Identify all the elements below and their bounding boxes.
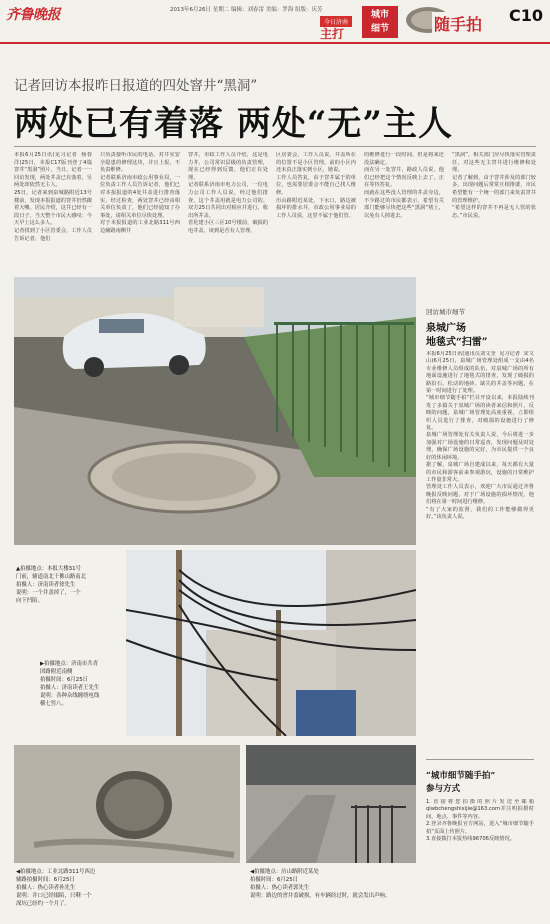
sidebar-body: 本报6月25日讯(通讯员刘文奎 见习记者 宋文山)6月25日，泉城广场管理处组成一支由4名专业维修人员组成的队伍，对泉城广场的所有地面设施进行了地毯式的排查，发现了破损的路沿石、松动的地砖、缺失的井盖等问题，在第一时间进行了处理。 “城市细节随手拍”栏目开设以来，本报陆续刊发了多篇关于泉城广场的读者来信和照片，反映的问题，泉城广场管理处高度重视，立即组织人员进行了排查，对破损的设施进行了修复。 泉城广场管理处有关负责人说，今后将进一步加强对广场设施的日常巡查，发现问题及时处理，确保广场设施的完好，为市民提供一个良好的休闲环境。 据了解，泉城广场自建成以来，每天都有大量的市民和游客前来参观游玩，设施的日常维护工作量非常大。 管理处工作人员表示，欢迎广大市民通过齐鲁晚报反映问题，对于广场设施的损坏情况，他们将在第一时间进行维修。 “有了大家的监督，我们的工作能够做得更好。”该负责人说。 xyxy=(426,351,534,520)
sidebar xyxy=(424,277,536,917)
photo-underpass xyxy=(246,745,416,863)
masthead xyxy=(0,0,550,42)
photo-4-caption: ◀拍摄地点：工业北路311号西边 辅路拍摄时间：6月25日 拍摄人：热心读者孙先生 说明：井口已经塌陷，只剩一个 深坑已经约一个月了。 xyxy=(16,869,96,907)
photo-underpass-image xyxy=(246,745,416,863)
article-headline: 两处已有着落 两处“无”主人 xyxy=(14,104,453,144)
article-column-6: “黑洞”，相关部门应尽快落实管理责任，对这些无主窨井进行维修和处理。 记者了解到，由于窨井涉及的部门较多，出现问题后常常互相推诿，市民希望能有一个统一的部门来负责窨井的管理维护。 “希望这样的窨井不再是无人管的状态。”市民说。 xyxy=(452,152,536,219)
brand-small-1: 城市 xyxy=(370,10,389,20)
brand-small-2: 细节 xyxy=(370,24,389,34)
sidebar-kicker: 回访城市细节 xyxy=(426,308,465,316)
promo-title-2: 参与方式 xyxy=(426,784,461,794)
article-column-5: 的维修进行一段时间，但是将来还没法确定。 而在另一处窨井，路政人员说，他们已经把这个情况反映上去了，正在等待答复。 而就在这些没人管理的井盖旁边，不少路过的市民都表示，希望有关部门能够尽快把这些“黑洞”堵上，以免有人掉进去。 xyxy=(364,152,444,219)
promo-body: 1.直接将您拍摄的照片发送至邮箱qlwbchengshixijie@163.com并注明拍摄时间、地点、事件等内容。 2.登录齐鲁晚报官方网站，进入“城市细节随手拍”页面上传照片。 3.直接拨打本报热线96706反映情况。 xyxy=(426,799,534,843)
photo-manhole-street-image xyxy=(14,277,416,545)
photo-tangled-wires-image xyxy=(126,550,416,736)
promo-title-1: “城市细节随手拍” xyxy=(426,771,496,781)
photo-3-caption: ▶拍摄地点：济南市共青 团路附近南侧 拍摄时间：6月25日 拍摄人：济南读者王先生 说明：各种杂线缠绕电线 横七竖八。 xyxy=(40,661,100,707)
photo-manhole-cover xyxy=(14,745,240,863)
photo-tangled-wires xyxy=(126,550,416,736)
photo-2-caption: ▲拍摄地点：本报大楼31号 门前，辅道南北千佛山路南北 拍摄人：济南读者徐先生 说明：一个井盖掉了，一个 向下凹陷。 xyxy=(16,566,87,604)
sidebar-title-2: 地毯式“扫雷” xyxy=(426,337,488,348)
article-column-2: 只负责接听市民的电话，对井室安全隐患的修理这块，并且上报，不负责维修。 记者联系济南市政公用事业局，一位负责工作人员告诉记者，他们已对本报报道的4处井盖进行排查落实，经过检查，两处窨井已经由相关单位负责了，他们已经通知了办事处，请相关单位尽快处理。 对于本报报道的工业北路311号西边辅路南侧井 xyxy=(100,152,180,234)
photo-5-caption: ◀拍摄地点：历山路附近某处 拍摄时间：6月25日 拍摄人：热心读者郭先生 说明：路边的窨井盖破损，有车辆经过时，就会发出声响。 xyxy=(250,869,391,899)
dateline: 2013年6月26日 星期二 编辑：刘春雷 美编：罗海 组版：庆芳 xyxy=(170,7,323,13)
brand-small-box xyxy=(362,6,398,38)
today-badge: 今日济南 xyxy=(320,16,352,27)
article-column-4: 区居委会，工作人员说，井盖所在的位置不是小区管理。前的小区内还未真正落实到小区，她说。 工作人员答复，由于窨井属于的单位，也需要居委会不能自己找人维修。 历山路附近某处，下水口，路边被损坏的排水井，市政公用事业局的工作人员说，这里不属于他们管。 xyxy=(276,152,356,219)
photo-manhole-cover-image xyxy=(14,745,240,863)
photo-manhole-street xyxy=(14,277,416,545)
article-column-1: 本报6月25日讯(见习记者 杨春洋)25日，本报C17版刊登了4篇窨井“黑洞”照片，当日，记者一一回访发现，两处井盖已有落着，另两处却依然无主人。 25日，记者来到泉城路附近13号楼前，发现本报报道的窨井仍然敞着大嘴。居民介绍，这井已经有一段日子，当天整个市民大感叹：今天早上这么多人。 记者找到了小区管委会，工作人员告诉记者，他们 xyxy=(14,152,92,242)
article-kicker: 记者回访本报昨日报道的四处窨井“黑洞” xyxy=(14,78,258,94)
section-label: 主打 xyxy=(320,27,345,41)
masthead-rule xyxy=(0,42,550,44)
page-number: C10 xyxy=(509,6,544,25)
column-brand xyxy=(362,4,502,40)
brand-big: 随手拍 xyxy=(432,12,484,35)
sidebar-title-1: 泉城广场 xyxy=(426,323,466,334)
headline-rule xyxy=(14,146,536,147)
photo-manhole-hole xyxy=(89,442,279,512)
sidebar-promo-rule xyxy=(426,759,534,760)
newspaper-logo: 齐鲁晚报 xyxy=(6,7,60,23)
article-column-3: 窨井，市政工作人员介绍，这是电力井，公司常识层级的负责管理，现在已经得到反馈，他们正在处理。 记者联系济南市电力公司，一位电力公司工作人员说，经过他们排查，这个井盖用就是电力公司的。双方25日共同出对相应并进行，收出所井盖。 省化建小区三区10号楼前，破损的电井盖，谈到是否有人管理， xyxy=(188,152,268,234)
